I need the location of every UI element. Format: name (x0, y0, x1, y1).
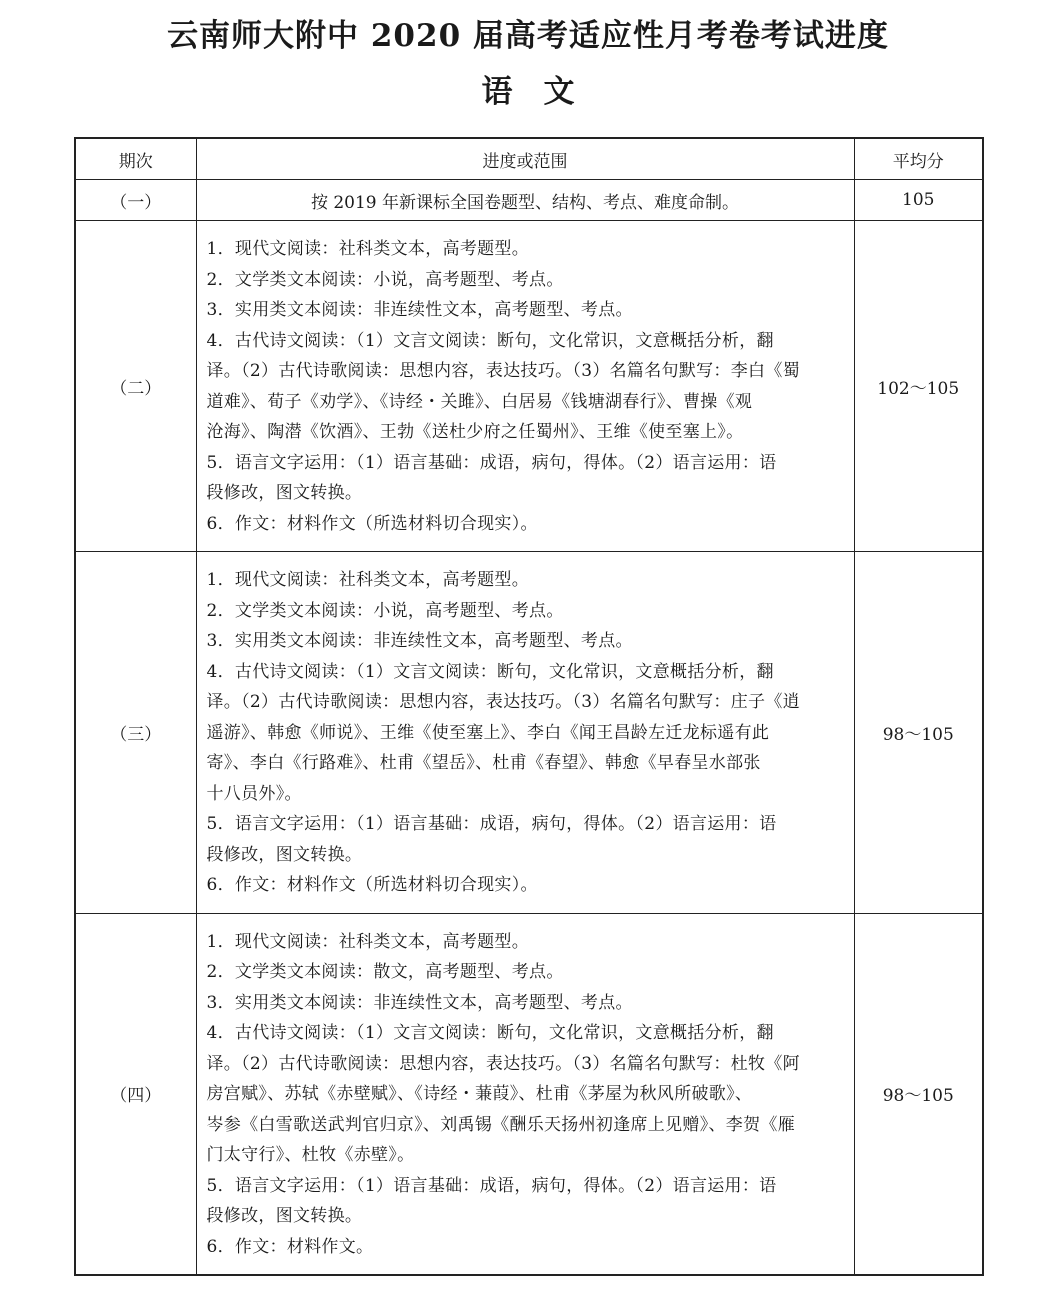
period-cell: （三） (75, 552, 196, 914)
scope-line: 遥游》、韩愈《师说》、王维《使至塞上》、李白《闻王昌龄左迁龙标遥有此 (206, 722, 770, 743)
scope-line: 岑参《白雪歌送武判官归京》、刘禹锡《酬乐天扬州初逢席上见赠》、李贺《雁 (206, 1114, 795, 1135)
scope-cell (196, 180, 854, 221)
scope-line: 1．现代文阅读：社科类文本，高考题型。 (206, 931, 530, 952)
scope-line: 4．古代诗文阅读：（1）文言文阅读：断句，文化常识，文意概括分析，翻 (206, 661, 774, 682)
score-cell: 98～105 (854, 552, 983, 914)
scope-line: 2．文学类文本阅读：小说，高考题型、考点。 (206, 600, 564, 621)
period-cell: （四） (75, 913, 196, 1275)
scope-line: 5．语言文字运用：（1）语言基础：成语，病句，得体。（2）语言运用：语 (206, 1175, 777, 1196)
scope-line: 译。（2）古代诗歌阅读：思想内容，表达技巧。（3）名篇名句默写：李白《蜀 (206, 361, 800, 381)
scope-cell (196, 913, 854, 1275)
scope-line: 按 2019 年新课标全国卷题型、结构、考点、难度命制。 (310, 192, 740, 213)
period-cell: （二） (75, 221, 196, 552)
table-row (75, 552, 983, 914)
scope-line: 寄》、李白《行路难》、杜甫《望岳》、杜甫《春望》、韩愈《早春呈水部张 (206, 753, 761, 773)
period-cell: （一） (75, 180, 196, 221)
scope-line: 1．现代文阅读：社科类文本，高考题型。 (206, 570, 530, 590)
header-scope: 进度或范围 (196, 138, 854, 180)
scope-line: 段修改，图文转换。 (206, 1206, 363, 1226)
scope-line: 沧海》、陶潜《饮酒》、王勃《送杜少府之任蜀州》、王维《使至塞上》。 (206, 422, 744, 442)
header-average-score: 平均分 (854, 138, 983, 180)
scope-line: 段修改，图文转换。 (206, 844, 363, 865)
table-row (75, 913, 983, 1275)
scope-line: 2．文学类文本阅读：小说，高考题型、考点。 (206, 269, 564, 290)
scope-line: 3．实用类文本阅读：非连续性文本，高考题型、考点。 (206, 631, 633, 651)
scope-line: 道难》、荀子《劝学》、《诗经・关雎》、白居易《钱塘湖春行》、曹操《观 (206, 391, 753, 412)
table-row (75, 221, 983, 552)
schedule-table (74, 137, 984, 1276)
scope-line: 房宫赋》、苏轼《赤壁赋》、《诗经・蒹葭》、杜甫《茅屋为秋风所破歌》、 (206, 1084, 753, 1104)
header-period: 期次 (75, 138, 196, 180)
scope-line: 3．实用类文本阅读：非连续性文本，高考题型、考点。 (206, 300, 633, 320)
scope-line: 5．语言文字运用：（1）语言基础：成语，病句，得体。（2）语言运用：语 (206, 452, 777, 473)
score-cell: 102～105 (854, 221, 983, 552)
score-cell: 98～105 (854, 913, 983, 1275)
scope-cell (196, 552, 854, 914)
scope-line: 6．作文：材料作文（所选材料切合现实）。 (206, 513, 538, 534)
scope-line: 5．语言文字运用：（1）语言基础：成语，病句，得体。（2）语言运用：语 (206, 814, 777, 834)
table-header-row (75, 138, 983, 180)
scope-line: 十八员外》。 (206, 783, 302, 804)
scope-line: 译。（2）古代诗歌阅读：思想内容，表达技巧。（3）名篇名句默写：庄子《逍 (206, 692, 800, 712)
scope-line: 3．实用类文本阅读：非连续性文本，高考题型、考点。 (206, 992, 633, 1013)
scope-line: 段修改，图文转换。 (206, 483, 363, 503)
scope-line: 门太守行》、杜牧《赤壁》。 (206, 1145, 415, 1165)
scope-line: 1．现代文阅读：社科类文本，高考题型。 (206, 239, 530, 259)
scope-line: 2．文学类文本阅读：散文，高考题型、考点。 (206, 962, 564, 982)
scope-line: 译。（2）古代诗歌阅读：思想内容，表达技巧。（3）名篇名句默写：杜牧《阿 (206, 1053, 800, 1074)
scope-line: 4．古代诗文阅读：（1）文言文阅读：断句，文化常识，文意概括分析，翻 (206, 1023, 774, 1043)
scope-cell (196, 221, 854, 552)
scope-line: 6．作文：材料作文（所选材料切合现实）。 (206, 875, 538, 895)
subject-title: 语 文 (481, 74, 575, 110)
document-title: 云南师大附中 2020 届高考适应性月考卷考试进度 (167, 18, 889, 54)
scope-line: 4．古代诗文阅读：（1）文言文阅读：断句，文化常识，文意概括分析，翻 (206, 330, 774, 351)
scope-line: 6．作文：材料作文。 (206, 1236, 374, 1257)
score-cell: 105 (854, 180, 983, 221)
table-row (75, 180, 983, 221)
